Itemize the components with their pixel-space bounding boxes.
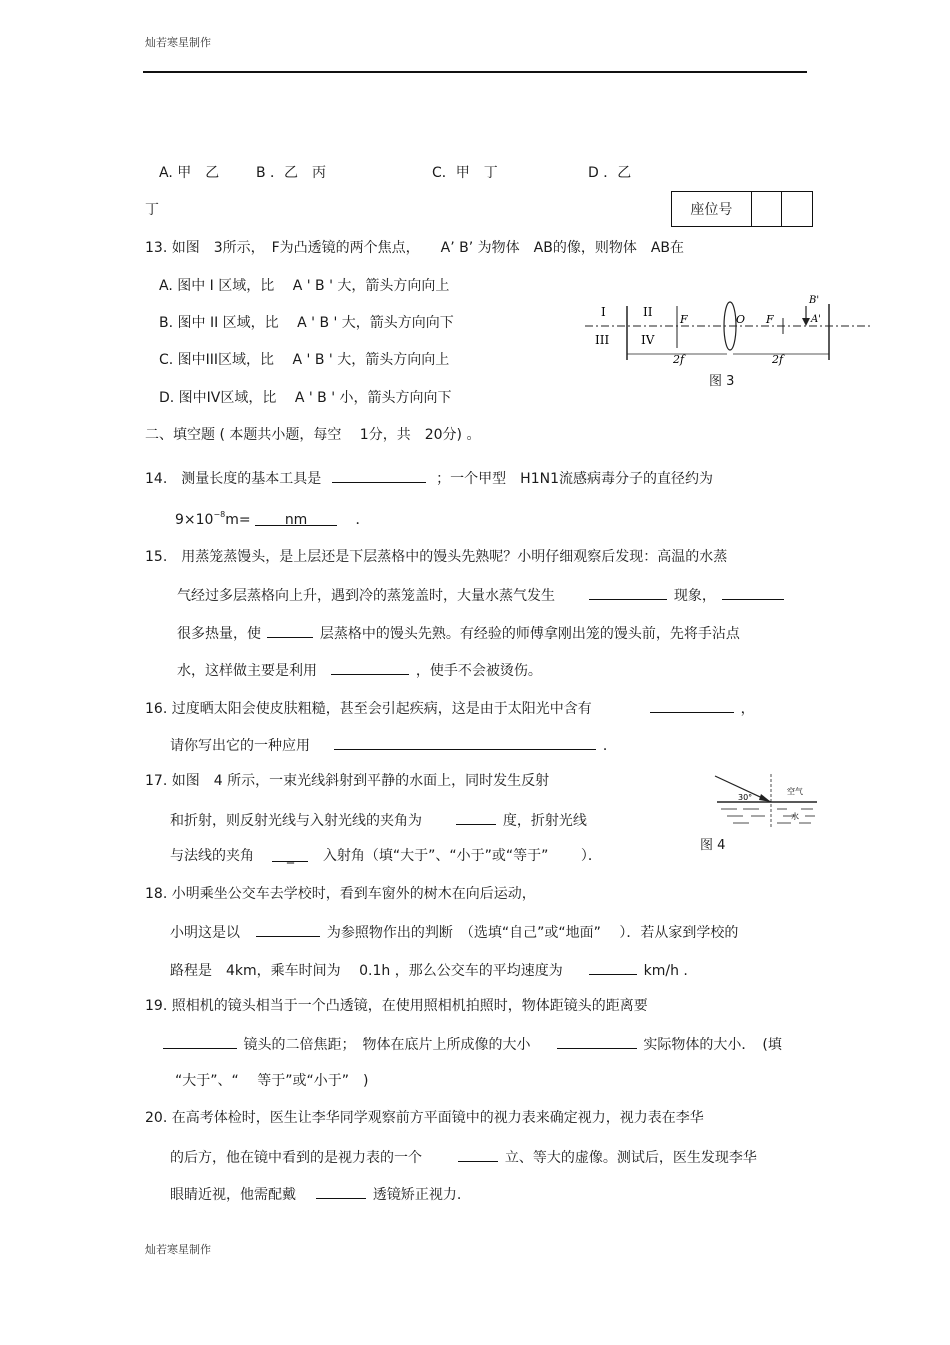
q14-text-2: ；一个甲型 H1N1流感病毒分子的直径约为 xyxy=(436,471,713,487)
q17-line-1: 17. 如图 4 所示，一束光线斜射到平静的水面上，同时发生反射 xyxy=(145,773,550,789)
q14-line-1 xyxy=(145,468,713,488)
image-base-label: A' xyxy=(811,314,821,325)
2f-left-label: 2f xyxy=(673,353,685,366)
optical-center-label: O xyxy=(736,313,746,326)
q18-line-3 xyxy=(170,960,688,980)
q14-text-1: 14. 测量长度的基本工具是 xyxy=(145,471,322,487)
region-1-label: I xyxy=(601,305,606,319)
q15-text-1: 气经过多层蒸格向上升，遇到冷的蒸笼盖时，大量水蒸气发生 xyxy=(177,588,555,604)
water-label: 水 xyxy=(791,812,799,821)
q15-line-1: 15. 用蒸笼蒸馒头，是上层还是下层蒸格中的馒头先熟呢？小明仔细观察后发现：高温的水蒸 xyxy=(145,549,728,565)
q19-blank-2[interactable] xyxy=(557,1034,637,1049)
q16-blank-2[interactable] xyxy=(334,735,596,750)
q20-text-4: 透镜矫正视力. xyxy=(372,1187,462,1203)
q16-blank-1[interactable] xyxy=(650,698,734,713)
q20-text-2: 立、等大的虚像。测试后，医生发现李华 xyxy=(504,1150,757,1166)
incident-ray-arrow xyxy=(759,794,771,802)
region-4-label: IV xyxy=(641,333,655,347)
section-2-heading: 二、填空题 ( 本题共小题，每空 1分，共 20分) 。 xyxy=(145,427,481,443)
q16-text-2: ， xyxy=(740,701,755,717)
focus-left-label: F xyxy=(680,313,688,326)
q13-option-d: D. 图中IV区域，比 A ' B ' 小，箭头方向向下 xyxy=(159,390,452,406)
q19-line-3: “大于”、“ 等于”或“小于” ) xyxy=(175,1073,369,1089)
q15-line-3 xyxy=(177,623,740,643)
q12-option-d-cont: 丁 xyxy=(145,202,159,218)
q18-line-2 xyxy=(170,922,738,942)
figure-4-refraction-diagram xyxy=(713,772,819,830)
q17-text-1: 和折射，则反射光线与入射光线的夹角为 xyxy=(170,813,422,829)
q18-text-2: 为参照物作出的判断 （选填“自己”或“地面” ）．若从家到学校的 xyxy=(326,925,739,941)
header-rule xyxy=(143,71,807,73)
q20-blank-2[interactable] xyxy=(316,1184,366,1199)
q16-text-4: ． xyxy=(602,738,617,754)
q15-line-4 xyxy=(177,660,542,680)
q19-line-1: 19. 照相机的镜头相当于一个凸透镜，在使用照相机拍照时，物体距镜头的距离要 xyxy=(145,998,648,1014)
q15-blank-2[interactable] xyxy=(722,585,784,600)
q15-blank-3[interactable] xyxy=(267,623,313,638)
seat-number-label: 座位号 xyxy=(672,192,752,226)
q15-text-4: 层蒸格中的馒头先熟。有经验的师傅拿刚出笼的馒头前，先将手沾点 xyxy=(319,626,740,642)
q14-blank-1[interactable] xyxy=(332,468,426,483)
q15-text-2: 现象， xyxy=(673,588,716,604)
page-footer: 灿若寒星制作 xyxy=(145,1243,211,1256)
q20-line-1: 20. 在高考体检时，医生让李华同学观察前方平面镜中的视力表来确定视力，视力表在李华 xyxy=(145,1110,704,1126)
q16-line-2 xyxy=(170,735,617,755)
q17-blank-1[interactable] xyxy=(456,810,496,825)
q17-blank-mark: _ xyxy=(286,848,294,864)
q12-option-a: A. 甲 乙 xyxy=(159,165,220,181)
q14-unit: nm xyxy=(284,512,308,528)
q17-text-2: 度，折射光线 xyxy=(502,813,587,829)
seat-number-box[interactable] xyxy=(671,191,813,227)
q17-text-3: 与法线的夹角 xyxy=(170,848,268,864)
q17-line-2 xyxy=(170,810,587,830)
q15-text-5: 水，这样做主要是利用 xyxy=(177,663,317,679)
q13-option-b: B. 图中 II 区域，比 A ' B ' 大，箭头方向向下 xyxy=(159,315,454,331)
region-3-label: III xyxy=(595,333,610,347)
q14-eq: m= xyxy=(225,512,251,528)
q14-blank-2[interactable] xyxy=(255,511,337,526)
q19-text-1: 镜头的二倍焦距； 物体在底片上所成像的大小 xyxy=(243,1037,531,1053)
q20-text-3: 眼睛近视，他需配戴 xyxy=(170,1187,296,1203)
q14-exponent: −8 xyxy=(213,510,226,519)
q18-text-3: 路程是 4km，乘车时间为 0.1h ，那么公交车的平均速度为 xyxy=(170,963,563,979)
q12-option-b: B ．乙 丙 xyxy=(256,165,327,181)
q20-blank-1[interactable] xyxy=(458,1147,498,1162)
q17-line-3 xyxy=(170,847,602,865)
q13-stem: 13. 如图 3所示， F为凸透镜的两个焦点， A’ B’ 为物体 AB的像，则物体 AB在 xyxy=(145,240,685,256)
q16-text-3: 请你写出它的一种应用 xyxy=(170,738,310,754)
q18-line-1: 18. 小明乘坐公交车去学校时，看到车窗外的树木在向后运动， xyxy=(145,886,536,902)
region-2-label: II xyxy=(643,305,653,319)
q18-text-1: 小明这是以 xyxy=(170,925,240,941)
2f-right-label: 2f xyxy=(772,353,784,366)
q19-line-2 xyxy=(163,1034,782,1054)
q20-text-1: 的后方，他在镜中看到的是视力表的一个 xyxy=(170,1150,422,1166)
seat-number-cell[interactable] xyxy=(752,192,783,226)
q15-text-6: ，使手不会被烫伤。 xyxy=(415,663,542,679)
q13-option-a: A. 图中 I 区域，比 A ' B ' 大，箭头方向向上 xyxy=(159,278,450,294)
q16-line-1 xyxy=(145,698,755,718)
q20-line-3 xyxy=(170,1184,461,1204)
q17-blank-2[interactable] xyxy=(272,847,308,862)
q14-period: ． xyxy=(355,512,370,528)
q15-blank-4[interactable] xyxy=(331,660,409,675)
figure-4-caption: 图 4 xyxy=(700,838,726,853)
q15-blank-1[interactable] xyxy=(589,585,667,600)
q18-text-4: km/h . xyxy=(643,963,688,979)
q17-text-4: 入射角（填“大于”、“小于”或“等于” ）． xyxy=(322,848,602,864)
q19-text-2: 实际物体的大小． (填 xyxy=(643,1037,782,1053)
focus-right-label: F xyxy=(766,313,774,326)
q15-line-2 xyxy=(177,585,784,605)
angle-label: 30° xyxy=(738,793,753,802)
q14-line-2 xyxy=(175,511,370,531)
image-arrowhead xyxy=(802,318,810,326)
q16-text-1: 16. 过度晒太阳会使皮肤粗糙，甚至会引起疾病，这是由于太阳光中含有 xyxy=(145,701,592,717)
q13-option-c: C. 图中III区域，比 A ' B ' 大，箭头方向向上 xyxy=(159,352,450,368)
image-top-label: B' xyxy=(809,295,820,306)
air-label: 空气 xyxy=(787,787,803,796)
q19-blank-1[interactable] xyxy=(163,1034,237,1049)
seat-number-cell[interactable] xyxy=(782,192,812,226)
q14-number: 9×10 xyxy=(175,512,214,528)
q18-blank-1[interactable] xyxy=(256,922,320,937)
q15-text-3: 很多热量，使 xyxy=(177,626,261,642)
q12-option-c: C．甲 丁 xyxy=(432,165,498,181)
figure-3-lens-diagram xyxy=(585,292,875,366)
q20-line-2 xyxy=(170,1147,757,1167)
figure-3-caption: 图 3 xyxy=(709,374,735,389)
q18-blank-2[interactable] xyxy=(589,960,637,975)
q12-option-d: D ．乙 xyxy=(588,165,632,181)
page-header: 灿若寒星制作 xyxy=(145,36,211,49)
